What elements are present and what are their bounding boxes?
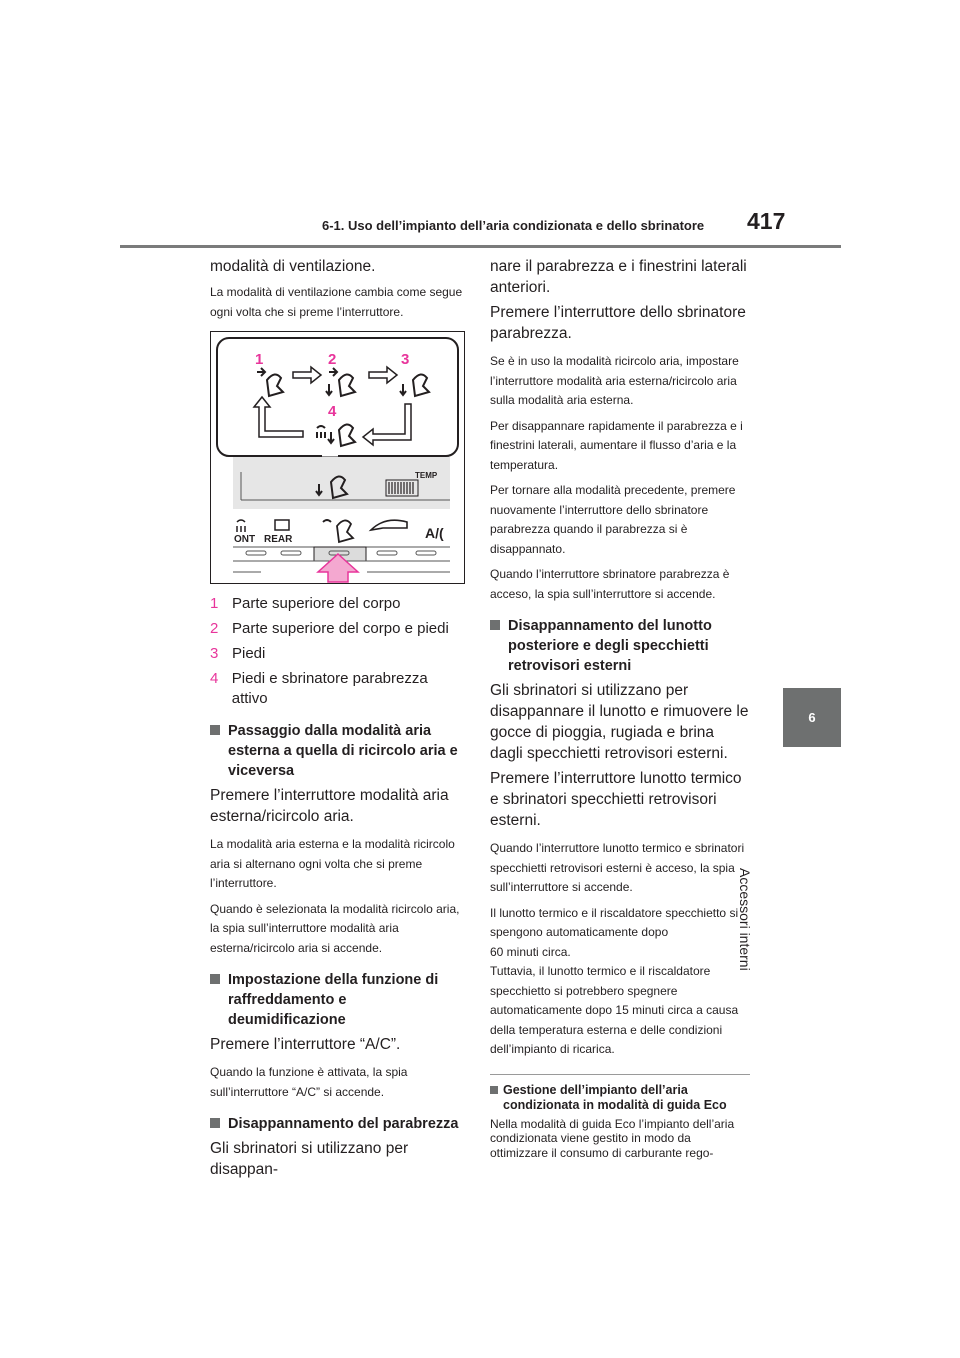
chapter-tab[interactable] [783, 688, 841, 747]
defog-body-2: Premere l’interruttore dello sbrinatore parabrezza. [490, 304, 746, 342]
callout-3: 3 [401, 351, 410, 368]
eco-heading: Gestione dell’impianto dell’aria condizionata in modalità di guida Eco [490, 1083, 750, 1113]
recirculation-icon [371, 520, 407, 530]
ventilation-mode-figure [210, 331, 465, 584]
defog-note-1: Se è in uso la modalità ricircolo aria, impostare l’interruttore modalità aria esterna/ricircolo aria sulla modalità aria esterna. [490, 354, 739, 407]
defog-note-3: Per tornare alla modalità precedente, premere nuovamente l’interruttore dello sbrinatore parabrezza quando il parabrezza si è disappannato. [490, 483, 736, 556]
header-rule [120, 245, 841, 248]
right-column [490, 256, 750, 1160]
rear-note-2c: Tuttavia, il lunotto termico e il riscaldatore specchietto si potrebbero spegnere automaticamente dopo 15 minuti circa a causa della temperatura esterna e delle condizioni dell’impianto di ricarica. [490, 964, 739, 1056]
page-number: 417 [747, 208, 786, 234]
rear-heading: Disappannamento del lunotto posteriore e degli specchietti retrovisori esterni [490, 616, 750, 676]
cool-note: Quando la funzione è attivata, la spia sull’interruttore “A/C” si accende. [210, 1065, 408, 1099]
eco-separator [490, 1074, 750, 1075]
front-defrost-label: ONT [234, 534, 256, 545]
chapter-number: 6 [808, 710, 816, 725]
rear-body-1: Gli sbrinatori si utilizzano per disappannare il lunotto e rimuovere le gocce di pioggia, rugiada e brina dagli specchietti retrovisori esterni. [490, 682, 749, 762]
recirc-heading: Passaggio dalla modalità aria esterna a quella di ricircolo aria e viceversa [210, 721, 465, 781]
mode-bubble [217, 338, 458, 456]
recirc-body: Premere l’interruttore modalità aria esterna/ricircolo aria. [210, 787, 449, 825]
ac-label: A/( [425, 525, 444, 541]
temp-label: TEMP [415, 471, 438, 480]
left-column [210, 256, 465, 1180]
rear-defrost-label: REAR [264, 534, 293, 545]
defog-note-2: Per disappannare rapidamente il parabrezza e i finestrini laterali, aumentare il flusso d’aria e la temperatura. [490, 418, 743, 472]
mode-button-icon [323, 520, 353, 542]
callout-4: 4 [328, 403, 337, 420]
rear-note-2a: Il lunotto termico e il riscaldatore specchietto si spengono automaticamente dopo [490, 905, 739, 939]
defog-body-start: Gli sbrinatori si utilizzano per disappan- [210, 1140, 409, 1178]
intro-note: La modalità di ventilazione cambia come segue ogni volta che si preme l’interruttore. [210, 285, 463, 319]
front-defrost-icon [237, 520, 245, 532]
recirc-note-2: Quando è selezionata la modalità ricircolo aria, la spia sull’interruttore modalità aria esterna/ricircolo aria si accende. [210, 901, 460, 955]
legend-item: 2 Parte superiore del corpo e piedi [210, 620, 449, 637]
callout-1: 1 [255, 351, 264, 368]
mode-legend [210, 594, 465, 709]
rear-note-2b: 60 minuti circa. [490, 944, 571, 959]
ventilation-diagram [211, 332, 464, 583]
rear-note-1: Quando l’interruttore lunotto termico e sbrinatori specchietti retrovisori esterni è acceso, la spia sull’interruttore si accende. [490, 841, 745, 894]
rear-defrost-icon [275, 520, 289, 530]
cool-heading: Impostazione della funzione di raffreddamento e deumidificazione [210, 970, 465, 1030]
recirc-note-1: La modalità aria esterna e la modalità ricircolo aria si alternano ogni volta che si preme l’interruttore. [210, 837, 455, 890]
rear-body-2: Premere l’interruttore lunotto termico e sbrinatori specchietti retrovisori esterni. [490, 770, 742, 829]
defog-body-cont: nare il parabrezza e i finestrini laterali anteriori. [490, 258, 747, 296]
legend-item: 4 Piedi e sbrinatore parabrezza attivo [210, 670, 428, 707]
legend-item: 3 Piedi [210, 645, 266, 662]
chapter-label: Accessori interni [737, 868, 753, 971]
defog-note-4: Quando l’interruttore sbrinatore parabrezza è acceso, la spia sull’interruttore si accende. [490, 567, 730, 601]
legend-item: 1 Parte superiore del corpo [210, 595, 401, 612]
section-title: 6-1. Uso dell’impianto dell’aria condizionata e dello sbrinatore [322, 218, 705, 233]
intro-text: modalità di ventilazione. [210, 258, 376, 275]
cool-body: Premere l’interruttore “A/C”. [210, 1036, 401, 1053]
panel-display [233, 457, 450, 509]
defog-heading: Disappannamento del parabrezza [210, 1114, 465, 1134]
callout-2: 2 [328, 351, 337, 368]
eco-body: Nella modalità di guida Eco l’impianto dell’aria condizionata viene gestito in modo da ottimizzare il consumo di carburante rego- [490, 1116, 735, 1160]
